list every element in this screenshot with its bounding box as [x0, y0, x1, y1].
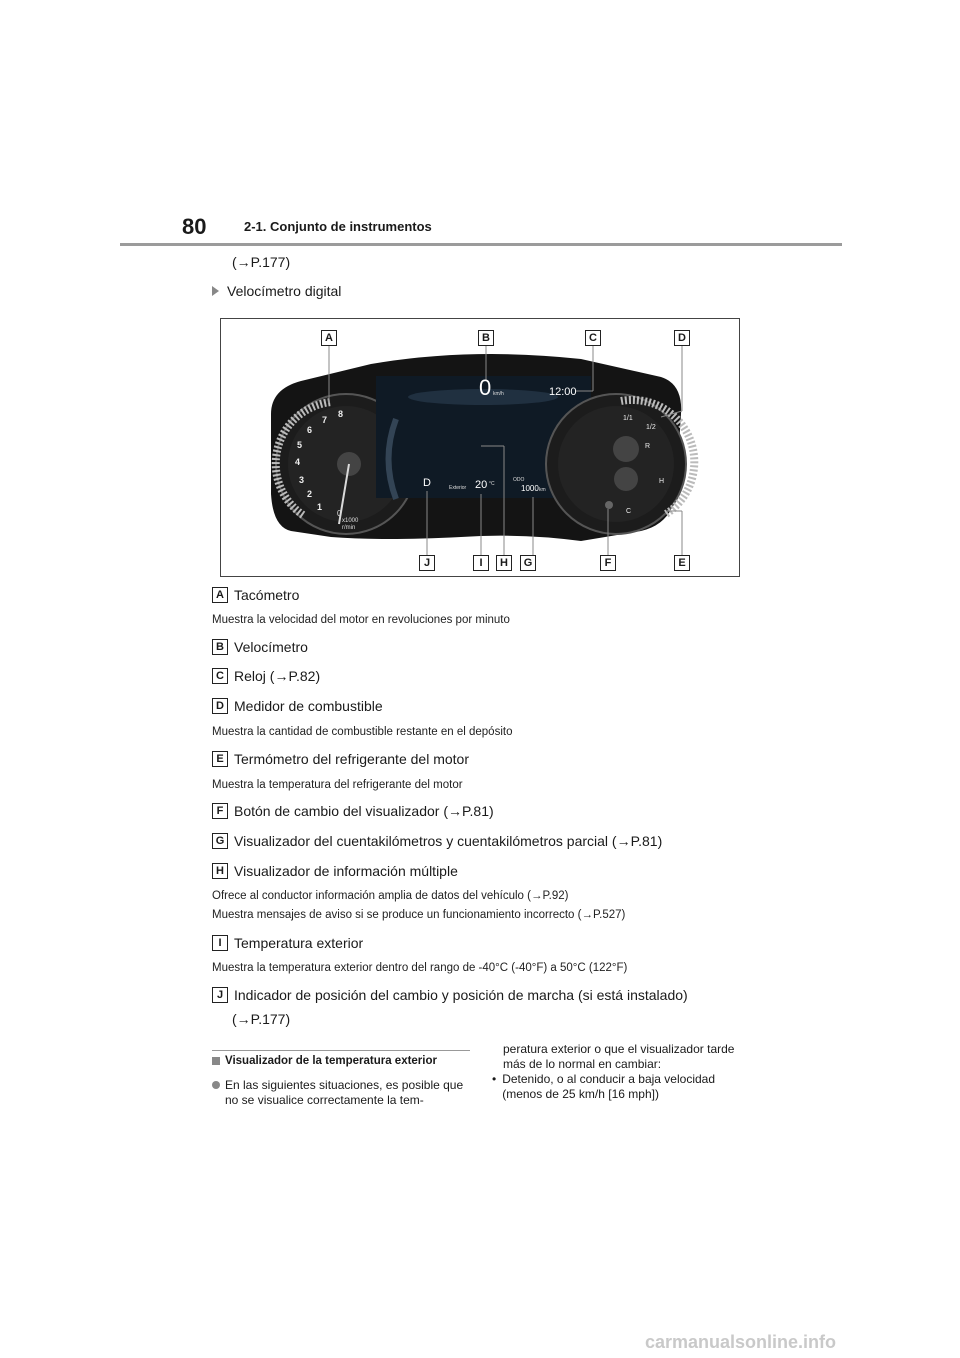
- legend-letter: F: [212, 803, 228, 819]
- header-divider: [120, 243, 842, 246]
- legend-description: Muestra la cantidad de combustible restante en el depósito: [212, 726, 513, 738]
- circle-bullet-icon: [212, 1081, 220, 1089]
- legend-title: Temperatura exterior: [234, 935, 364, 951]
- square-bullet-icon: [212, 1057, 220, 1065]
- speed-unit: km/h: [493, 391, 504, 397]
- legend-letter: A: [212, 587, 228, 603]
- legend-description: Muestra la temperatura exterior dentro del rango de -40°C (-40°F) a 50°C (122°F): [212, 962, 628, 974]
- legend-item-a: [212, 587, 299, 603]
- temp-cold-label: C: [626, 508, 632, 515]
- legend-letter: J: [212, 987, 228, 1003]
- legend-item-c: [212, 668, 320, 684]
- note-sub-bullet-text: Detenido, o al conducir a baja velocidad (menos de 25 km/h [16 mph]): [502, 1072, 716, 1101]
- legend-item-b: [212, 639, 308, 655]
- legend-item-j: [212, 987, 688, 1003]
- tach-number: 4: [295, 457, 301, 467]
- legend-title: Indicador de posición del cambio y posición de marcha (si está instalado): [234, 987, 688, 1003]
- legend-letter: H: [212, 863, 228, 879]
- tach-unit: x1000 r/min: [342, 518, 359, 531]
- legend-letter: E: [212, 751, 228, 767]
- exterior-unit: °C: [489, 481, 495, 487]
- legend-description: Muestra la temperatura del refrigerante del motor: [212, 779, 463, 791]
- callout-g: G: [520, 555, 536, 571]
- intro-reference: (→P.177): [232, 254, 291, 270]
- legend-letter: G: [212, 833, 228, 849]
- legend-letter: C: [212, 668, 228, 684]
- note-bullet: [212, 1078, 474, 1108]
- clock-display: 12:00: [549, 386, 577, 398]
- legend-title: Reloj (→P.82): [234, 668, 321, 684]
- exterior-temp: 20: [475, 479, 488, 491]
- callout-i: I: [473, 555, 489, 571]
- legend-letter: I: [212, 935, 228, 951]
- legend-item-i: [212, 935, 363, 951]
- fuel-half-label: 1/2: [646, 424, 656, 431]
- callout-h: H: [496, 555, 512, 571]
- exterior-label: Exterior: [449, 485, 467, 491]
- legend-item-g: [212, 833, 662, 849]
- odo-label: ODO: [513, 477, 525, 483]
- section-title: 2-1. Conjunto de instrumentos: [244, 219, 432, 234]
- note-continued-text: peratura exterior o que el visualizador tarde más de lo normal en cambiar:: [503, 1042, 735, 1071]
- gear-indicator: D: [423, 477, 431, 489]
- legend-title: Botón de cambio del visualizador (→P.81): [234, 803, 494, 819]
- odo-unit: km: [539, 487, 546, 493]
- note-heading: [212, 1055, 437, 1067]
- tach-number: 7: [322, 415, 328, 425]
- legend-item-e: [212, 751, 469, 767]
- callout-b: B: [478, 330, 494, 346]
- legend-description: Ofrece al conductor información amplia de datos del vehículo (→P.92): [212, 890, 569, 902]
- legend-letter: B: [212, 639, 228, 655]
- bullet-dot-icon: •: [492, 1072, 497, 1086]
- subheading: [212, 283, 341, 299]
- legend-title: Medidor de combustible: [234, 698, 383, 714]
- callout-d: D: [674, 330, 690, 346]
- legend-description: Muestra mensajes de aviso si se produce un funcionamiento incorrecto (→P.527): [212, 909, 626, 921]
- legend-letter: D: [212, 698, 228, 714]
- legend-title: Termómetro del refrigerante del motor: [234, 751, 469, 767]
- legend-item-f: [212, 803, 494, 819]
- footer-watermark: carmanualsonline.info: [645, 1332, 837, 1352]
- legend-title: Visualizador del cuentakilómetros y cuentakilómetros parcial (→P.81): [234, 833, 663, 849]
- legend-reference: (→P.177): [232, 1011, 291, 1027]
- tach-number: 0: [337, 509, 342, 518]
- legend-title: Visualizador de información múltiple: [234, 863, 458, 879]
- legend-item-d: [212, 698, 383, 714]
- tach-number: 3: [299, 475, 305, 485]
- speed-value: 0: [479, 375, 492, 400]
- fuel-full-label: 1/1: [623, 415, 633, 422]
- note-sub-bullet: [492, 1072, 754, 1102]
- notes-divider: [212, 1050, 470, 1051]
- subheading-text: Velocímetro digital: [227, 283, 342, 299]
- tach-number: 6: [307, 425, 313, 435]
- note-bullet-text: En las siguientes situaciones, es posible que no se visualice correctamente la tem-: [225, 1078, 464, 1107]
- tach-number: 1: [317, 502, 323, 512]
- callout-f: F: [600, 555, 616, 571]
- callout-c: C: [585, 330, 601, 346]
- callout-a: A: [321, 330, 337, 346]
- legend-title: Velocímetro: [234, 639, 308, 655]
- odo-value: 1000: [521, 484, 539, 493]
- callout-e: E: [674, 555, 690, 571]
- legend-title: Tacómetro: [234, 587, 300, 603]
- temp-hot-label: H: [659, 478, 665, 485]
- tach-number: 2: [307, 489, 313, 499]
- page-number: 80: [182, 214, 207, 239]
- instrument-cluster-figure: [220, 318, 740, 577]
- note-heading-text: Visualizador de la temperatura exterior: [225, 1055, 437, 1067]
- legend-description: Muestra la velocidad del motor en revoluciones por minuto: [212, 614, 510, 626]
- callout-j: J: [419, 555, 435, 571]
- tach-number: 5: [297, 440, 303, 450]
- tach-number: 8: [338, 409, 344, 419]
- note-continuation: [492, 1042, 754, 1102]
- fuel-reserve-label: R: [645, 443, 651, 450]
- legend-item-h: [212, 863, 458, 879]
- triangle-bullet-icon: [212, 286, 219, 296]
